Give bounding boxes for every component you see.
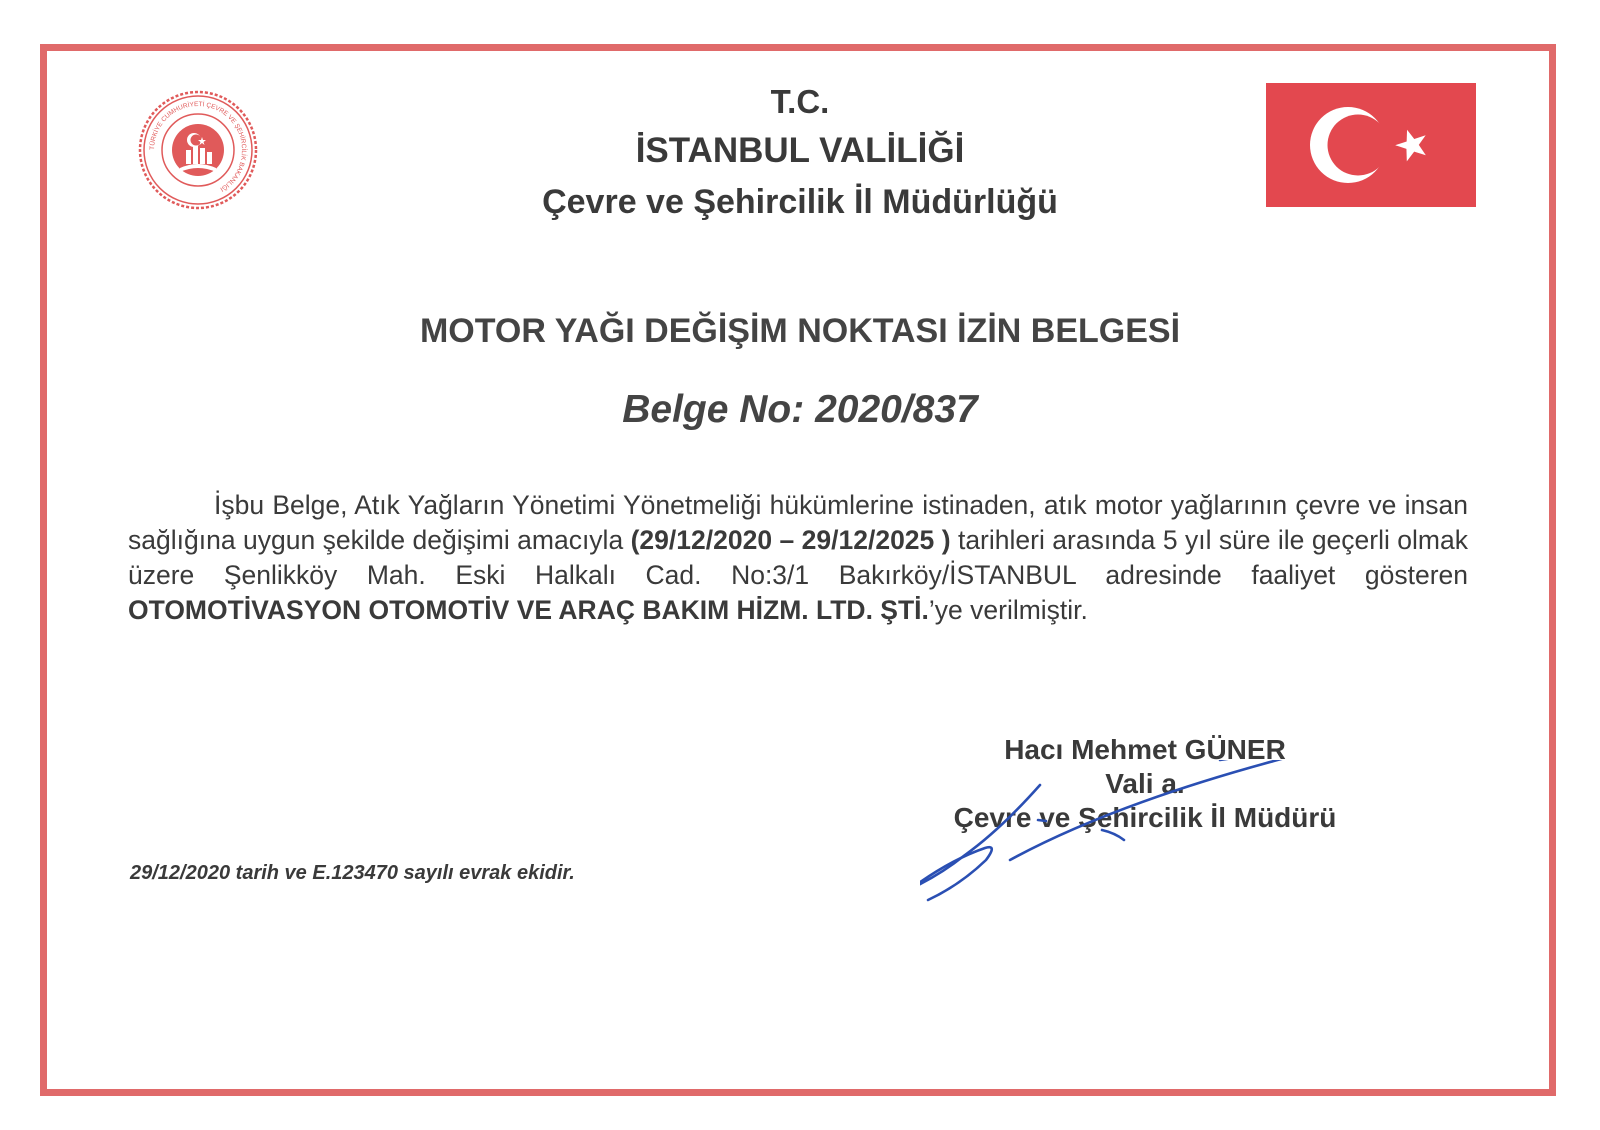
header-governorship: İSTANBUL VALİLİĞİ — [635, 131, 965, 170]
document-number: Belge No: 2020/837 — [622, 388, 978, 431]
header-tc: T.C. — [770, 83, 830, 120]
validity-dates: (29/12/2020 – 29/12/2025 ) — [630, 525, 951, 555]
signatory-title: Çevre ve Şehircilik İl Müdürü — [953, 802, 1337, 833]
turkish-flag-icon — [1266, 83, 1476, 207]
body-text-2: tarihleri arasında 5 yıl süre ile geçerli olmak üzere Şenlikköy Mah. Eski Halkalı Cad. No:3/1 Bakırköy/İSTANBUL adresinde faaliyet gösteren — [128, 525, 1468, 590]
signatory-role: Vali a. — [1105, 768, 1185, 799]
document-title: MOTOR YAĞI DEĞİŞİM NOKTASI İZİN BELGESİ — [419, 312, 1181, 350]
issuer-header — [380, 78, 1220, 228]
company-name: OTOMOTİVASYON OTOMOTİV VE ARAÇ BAKIM HİZM. LTD. ŞTİ. — [128, 595, 929, 625]
signatory-name: Hacı Mehmet GÜNER — [1004, 734, 1286, 765]
ministry-seal-icon — [136, 88, 260, 212]
body-text-3: ’ye verilmiştir. — [928, 595, 1088, 625]
body-text-1: İşbu Belge, Atık Yağların Yönetimi Yönetmeliği hükümlerine istinaden, atık motor yağlarının çevre ve insan sağlığına uygun şekilde değişimi amacıyla — [128, 490, 1468, 555]
document-body — [128, 488, 1468, 628]
handwritten-signature-icon — [920, 760, 1350, 930]
footnote: 29/12/2020 tarih ve E.123470 sayılı evrak ekidir. — [130, 862, 575, 884]
header-directorate: Çevre ve Şehircilik İl Müdürlüğü — [542, 183, 1058, 221]
seal-text: TÜRKİYE CUMHURİYETİ ÇEVRE VE ŞEHİRCİLİK BAKANLIĞI — [148, 100, 248, 193]
